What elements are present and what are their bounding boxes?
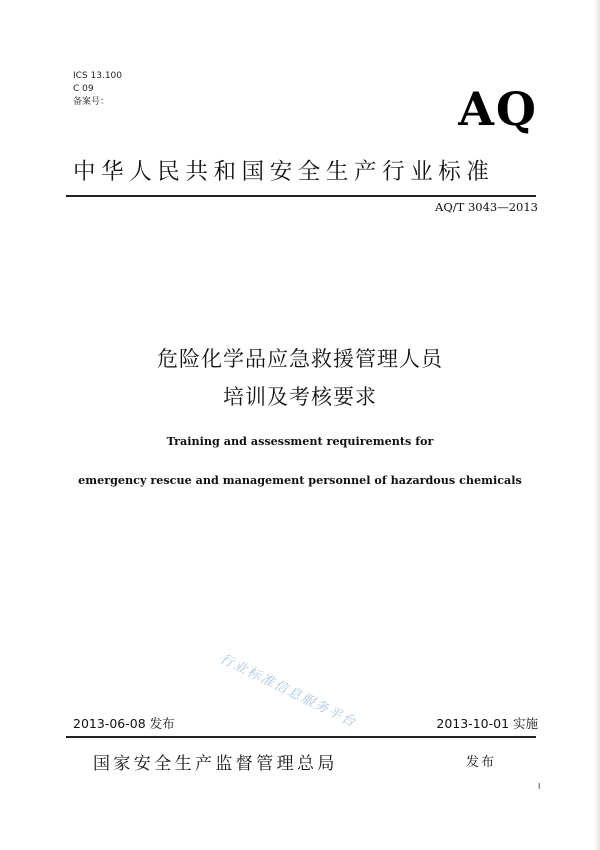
- ccs-code: C 09: [73, 84, 94, 94]
- bottom-rule: [66, 736, 536, 738]
- top-rule: [66, 195, 536, 197]
- title-en-line1: Training and assessment requirements for: [166, 434, 434, 448]
- aq-logo: AQ: [458, 82, 538, 136]
- industry-standard-title: 中华人民共和国安全生产行业标准: [73, 159, 495, 185]
- page-number: I: [538, 782, 541, 791]
- implement-date: 2013-10-01 实施: [436, 716, 538, 731]
- standard-code: AQ/T 3043—2013: [435, 200, 538, 214]
- publish-date: 2013-06-08 发布: [73, 716, 175, 731]
- title-cn-line2: 培训及考核要求: [223, 385, 377, 409]
- ics-code: ICS 13.100: [73, 71, 123, 81]
- watermark-text: 行业标准信息服务平台: [217, 651, 360, 731]
- title-en-line2: emergency rescue and management personnel of hazardous chemicals: [78, 473, 522, 487]
- record-number-label: 备案号：: [73, 97, 110, 107]
- issuing-authority: 国家安全生产监督管理总局: [93, 754, 338, 774]
- issue-label: 发布: [466, 755, 497, 770]
- page-edge-shadow: [594, 0, 600, 850]
- title-cn-line1: 危险化学品应急救援管理人员: [157, 347, 443, 371]
